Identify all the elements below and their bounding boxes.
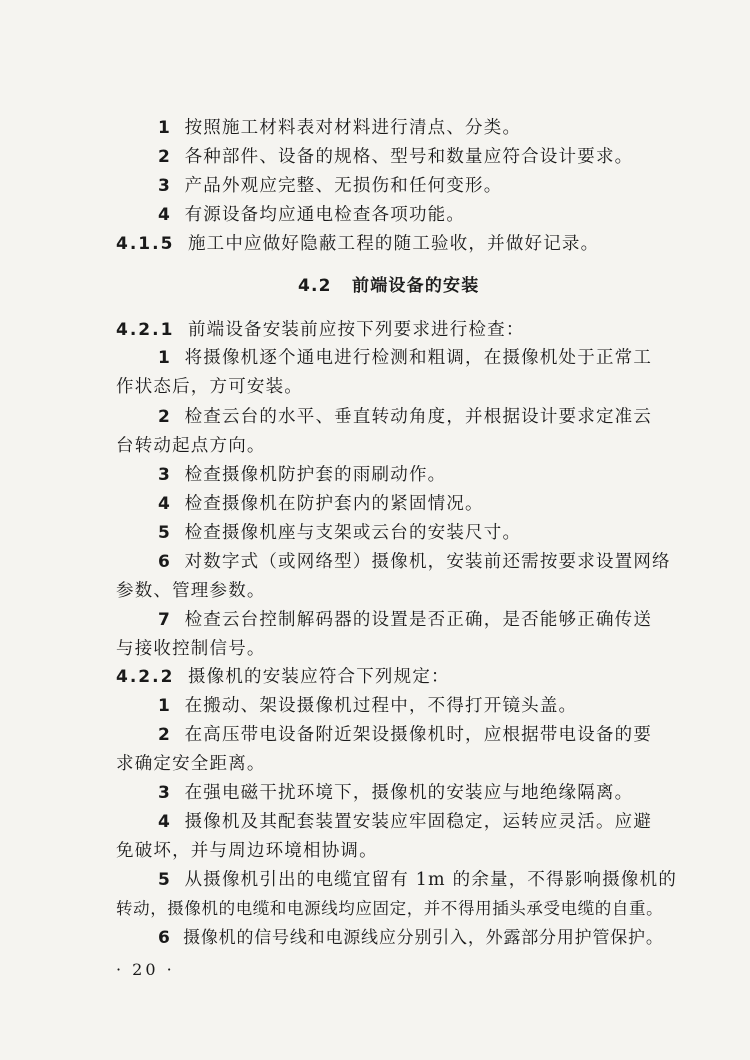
item-number: 3: [158, 783, 172, 803]
list-item: [158, 521, 521, 545]
item-number: 4: [158, 812, 172, 832]
clause-number: 4.2.2: [116, 667, 175, 687]
list-item: [158, 203, 465, 227]
section-number: 4.2: [298, 276, 332, 296]
list-item: [158, 116, 521, 140]
list-item-continuation: [116, 839, 378, 863]
list-item: [158, 926, 664, 950]
item-text: 对数字式（或网络型）摄像机，安装前还需按要求设置网络: [184, 552, 671, 572]
clause-text: 摄像机的安装应符合下列规定：: [187, 667, 450, 687]
list-item-continuation: [116, 434, 266, 458]
item-text: 检查摄像机在防护套内的紧固情况。: [184, 494, 484, 514]
item-text: 按照施工材料表对材料进行清点、分类。: [184, 118, 522, 138]
item-text: 摄像机及其配套装置安装应牢固稳定，运转应灵活。应避: [184, 812, 653, 832]
list-item: [158, 174, 502, 198]
item-text: 将摄像机逐个通电进行检测和粗调，在摄像机处于正常工: [184, 348, 653, 368]
item-text: 各种部件、设备的规格、型号和数量应符合设计要求。: [184, 147, 634, 167]
list-item: [158, 608, 652, 632]
section-heading: [298, 274, 479, 298]
list-item: [158, 550, 671, 574]
item-text: 参数、管理参数。: [116, 581, 266, 601]
list-item: [158, 781, 633, 805]
list-item: [158, 810, 652, 834]
clause: [116, 665, 450, 689]
clause-number: 4.1.5: [116, 234, 175, 254]
list-item-continuation: [116, 375, 303, 399]
item-text: 从摄像机引出的电缆宜留有 1m 的余量，不得影响摄像机的: [184, 870, 678, 890]
item-number: 6: [158, 552, 172, 572]
list-item: [158, 463, 446, 487]
list-item-continuation: [116, 579, 266, 603]
item-text: 在搬动、架设摄像机过程中，不得打开镜头盖。: [184, 696, 578, 716]
page-number: · 20 ·: [116, 960, 175, 979]
item-number: 7: [158, 610, 172, 630]
item-number: 1: [158, 118, 172, 138]
item-number: 2: [158, 725, 172, 745]
item-text: 免破坏，并与周边环境相协调。: [116, 841, 378, 861]
list-item: [158, 694, 577, 718]
item-number: 5: [158, 523, 172, 543]
item-number: 4: [158, 205, 172, 225]
item-text: 作状态后，方可安装。: [116, 377, 303, 397]
list-item: [158, 405, 652, 429]
item-text: 在高压带电设备附近架设摄像机时，应根据带电设备的要: [184, 725, 653, 745]
list-item-continuation: [116, 897, 663, 921]
item-text: 检查云台控制解码器的设置是否正确，是否能够正确传送: [184, 610, 653, 630]
item-number: 3: [158, 176, 172, 196]
item-text: 在强电磁干扰环境下，摄像机的安装应与地绝缘隔离。: [184, 783, 634, 803]
list-item: [158, 723, 652, 747]
item-number: 1: [158, 696, 172, 716]
clause-text: 施工中应做好隐蔽工程的随工验收，并做好记录。: [187, 234, 600, 254]
list-item: [158, 346, 652, 370]
item-text: 检查摄像机座与支架或云台的安装尺寸。: [184, 523, 522, 543]
list-item: [158, 868, 677, 892]
clause: [116, 318, 525, 342]
list-item: [158, 145, 633, 169]
item-number: 1: [158, 348, 172, 368]
item-text: 求确定安全距离。: [116, 754, 266, 774]
list-item-continuation: [116, 637, 266, 661]
list-item-continuation: [116, 752, 266, 776]
item-number: 5: [158, 870, 172, 890]
item-number: 3: [158, 465, 172, 485]
item-number: 6: [158, 928, 171, 948]
clause-number: 4.2.1: [116, 320, 175, 340]
item-text: 转动，摄像机的电缆和电源线均应固定，并不得用插头承受电缆的自重。: [116, 899, 664, 918]
item-text: 产品外观应完整、无损伤和任何变形。: [184, 176, 503, 196]
item-text: 摄像机的信号线和电源线应分别引入，外露部分用护管保护。: [183, 928, 664, 948]
clause-text: 前端设备安装前应按下列要求进行检查：: [187, 320, 525, 340]
section-title: 前端设备的安装: [352, 276, 480, 296]
item-text: 台转动起点方向。: [116, 436, 266, 456]
item-number: 2: [158, 407, 172, 427]
item-text: 与接收控制信号。: [116, 639, 266, 659]
list-item: [158, 492, 484, 516]
item-number: 2: [158, 147, 172, 167]
item-number: 4: [158, 494, 172, 514]
clause: [116, 232, 599, 256]
item-text: 检查云台的水平、垂直转动角度，并根据设计要求定准云: [184, 407, 653, 427]
item-text: 有源设备均应通电检查各项功能。: [184, 205, 466, 225]
item-text: 检查摄像机防护套的雨刷动作。: [184, 465, 447, 485]
